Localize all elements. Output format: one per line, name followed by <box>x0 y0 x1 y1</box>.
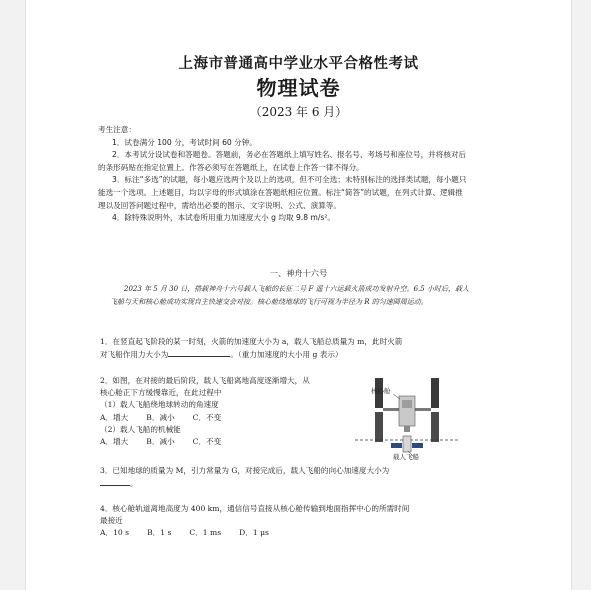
docking-figure <box>353 372 461 464</box>
question-3 <box>100 465 472 490</box>
option-c[interactable]: C．不变 <box>192 437 222 447</box>
notice-item: 4．除特殊说明外，本试卷所用重力加速度大小 g 均取 9.8 m/s²。 <box>112 213 335 223</box>
exam-page <box>25 0 572 590</box>
space-station-illustration <box>353 372 461 464</box>
question-1-suffix: 。（重力加速度的大小用 g 表示） <box>230 350 343 360</box>
question-2-sub1: （1）载人飞船绕地球转动的角速度 <box>100 400 219 410</box>
question-2-sub1-options <box>100 412 360 424</box>
question-3-line1: 3．已知地球的质量为 M，引力常量为 G，对接完成后，载人飞船的向心加速度大小为 <box>100 466 390 475</box>
exam-title: 上海市普通高中学业水平合格性考试 <box>178 55 419 72</box>
notice-item: 2．本考试分设试卷和答题卷。答题前，务必在答题纸上填写姓名、报名号、考场号和座位号，并将核对后的条形码贴在指定位置上。作答必须写在答题纸上，在试卷上作答一律不得分。 <box>98 150 467 172</box>
question-1-line2 <box>100 348 472 361</box>
crew-spacecraft-label: 载人飞船 <box>393 453 419 461</box>
core-module-detail <box>402 400 412 408</box>
question-2-line1: 2．如图，在对接的最后阶段，载人飞船离地高度逐渐增大，从 <box>100 376 310 385</box>
option-d[interactable]: D．1 μs <box>239 528 269 538</box>
question-2-sub2-options <box>100 436 360 448</box>
question-2-sub2: （2）载人飞船的机械能 <box>100 424 181 434</box>
question-2 <box>100 375 360 448</box>
answer-blank[interactable] <box>168 348 230 357</box>
option-a[interactable]: A．增大 <box>100 437 129 447</box>
notice-item: 1．试卷满分 100 分，考试时间 60 分钟。 <box>112 137 257 147</box>
question-4-line2: 最接近 <box>100 516 123 526</box>
question-3-suffix: 。 <box>130 479 138 489</box>
intro-text: 2023 年 5 月 30 日，搭载神舟十六号载人飞船的长征二号 F 遥十六运载火箭成功发射升空。6.5 小时后，载人飞船与天和核心舱成功实现自主快速交会对接。核心舱绕地球的飞行可视为半径为 R 的匀速圆周运动。 <box>110 285 469 306</box>
option-b[interactable]: B．减小 <box>146 437 175 447</box>
solar-panel <box>375 412 383 442</box>
option-a[interactable]: A．增大 <box>100 412 129 422</box>
solar-panel <box>431 378 439 408</box>
option-a[interactable]: A．10 s <box>100 528 130 538</box>
exam-subject: 物理试卷 <box>256 76 341 100</box>
notice-item: 3．标注“多选”的试题，每小题应选两个及以上的选项，但不可全选；未特别标注的选择类试题，每小题只能选一个选项。上述题目，均以字母的形式填涂在答题纸相应位置。标注“简答”的试题，在列式计算、逻辑推理以及回答问题过程中，需给出必要的图示、文字说明、公式、演算等。 <box>98 175 467 210</box>
answer-blank[interactable] <box>100 477 130 486</box>
option-c[interactable]: C．1 ms <box>189 528 222 538</box>
question-4-line1: 4．核心舱轨道离地高度为 400 km，通信信号直接从核心舱传输到地面指挥中心的所需时间 <box>100 504 410 513</box>
section-intro <box>110 283 470 308</box>
question-1-line1: 1．在竖直起飞阶段的某一时刻，火箭的加速度大小为 a，载人飞船总质量为 m，此时火箭 <box>100 337 403 346</box>
option-b[interactable]: B．减小 <box>146 412 175 422</box>
question-1-prefix: 对飞船作用力大小为 <box>100 350 169 360</box>
option-c[interactable]: C．不变 <box>192 412 222 422</box>
option-b[interactable]: B．1 s <box>147 528 172 538</box>
question-1 <box>100 336 472 361</box>
question-3-line2 <box>100 477 472 490</box>
spacecraft-panel <box>391 443 402 448</box>
notice-heading: 考生注意： <box>98 125 136 134</box>
docking-port <box>404 426 410 432</box>
section-title: 一、神舟十六号 <box>269 268 328 278</box>
question-4-options <box>100 527 472 539</box>
candidate-notice <box>98 124 470 225</box>
question-4 <box>100 503 472 540</box>
solar-panel <box>431 412 439 442</box>
core-module-label: 核心舱 <box>371 387 391 395</box>
question-2-line2: 核心舱正下方缓慢靠近，在此过程中 <box>100 388 222 398</box>
crew-spacecraft-body <box>403 436 411 452</box>
spacecraft-panel <box>412 443 423 448</box>
exam-date: （2023 年 6 月） <box>249 105 348 119</box>
